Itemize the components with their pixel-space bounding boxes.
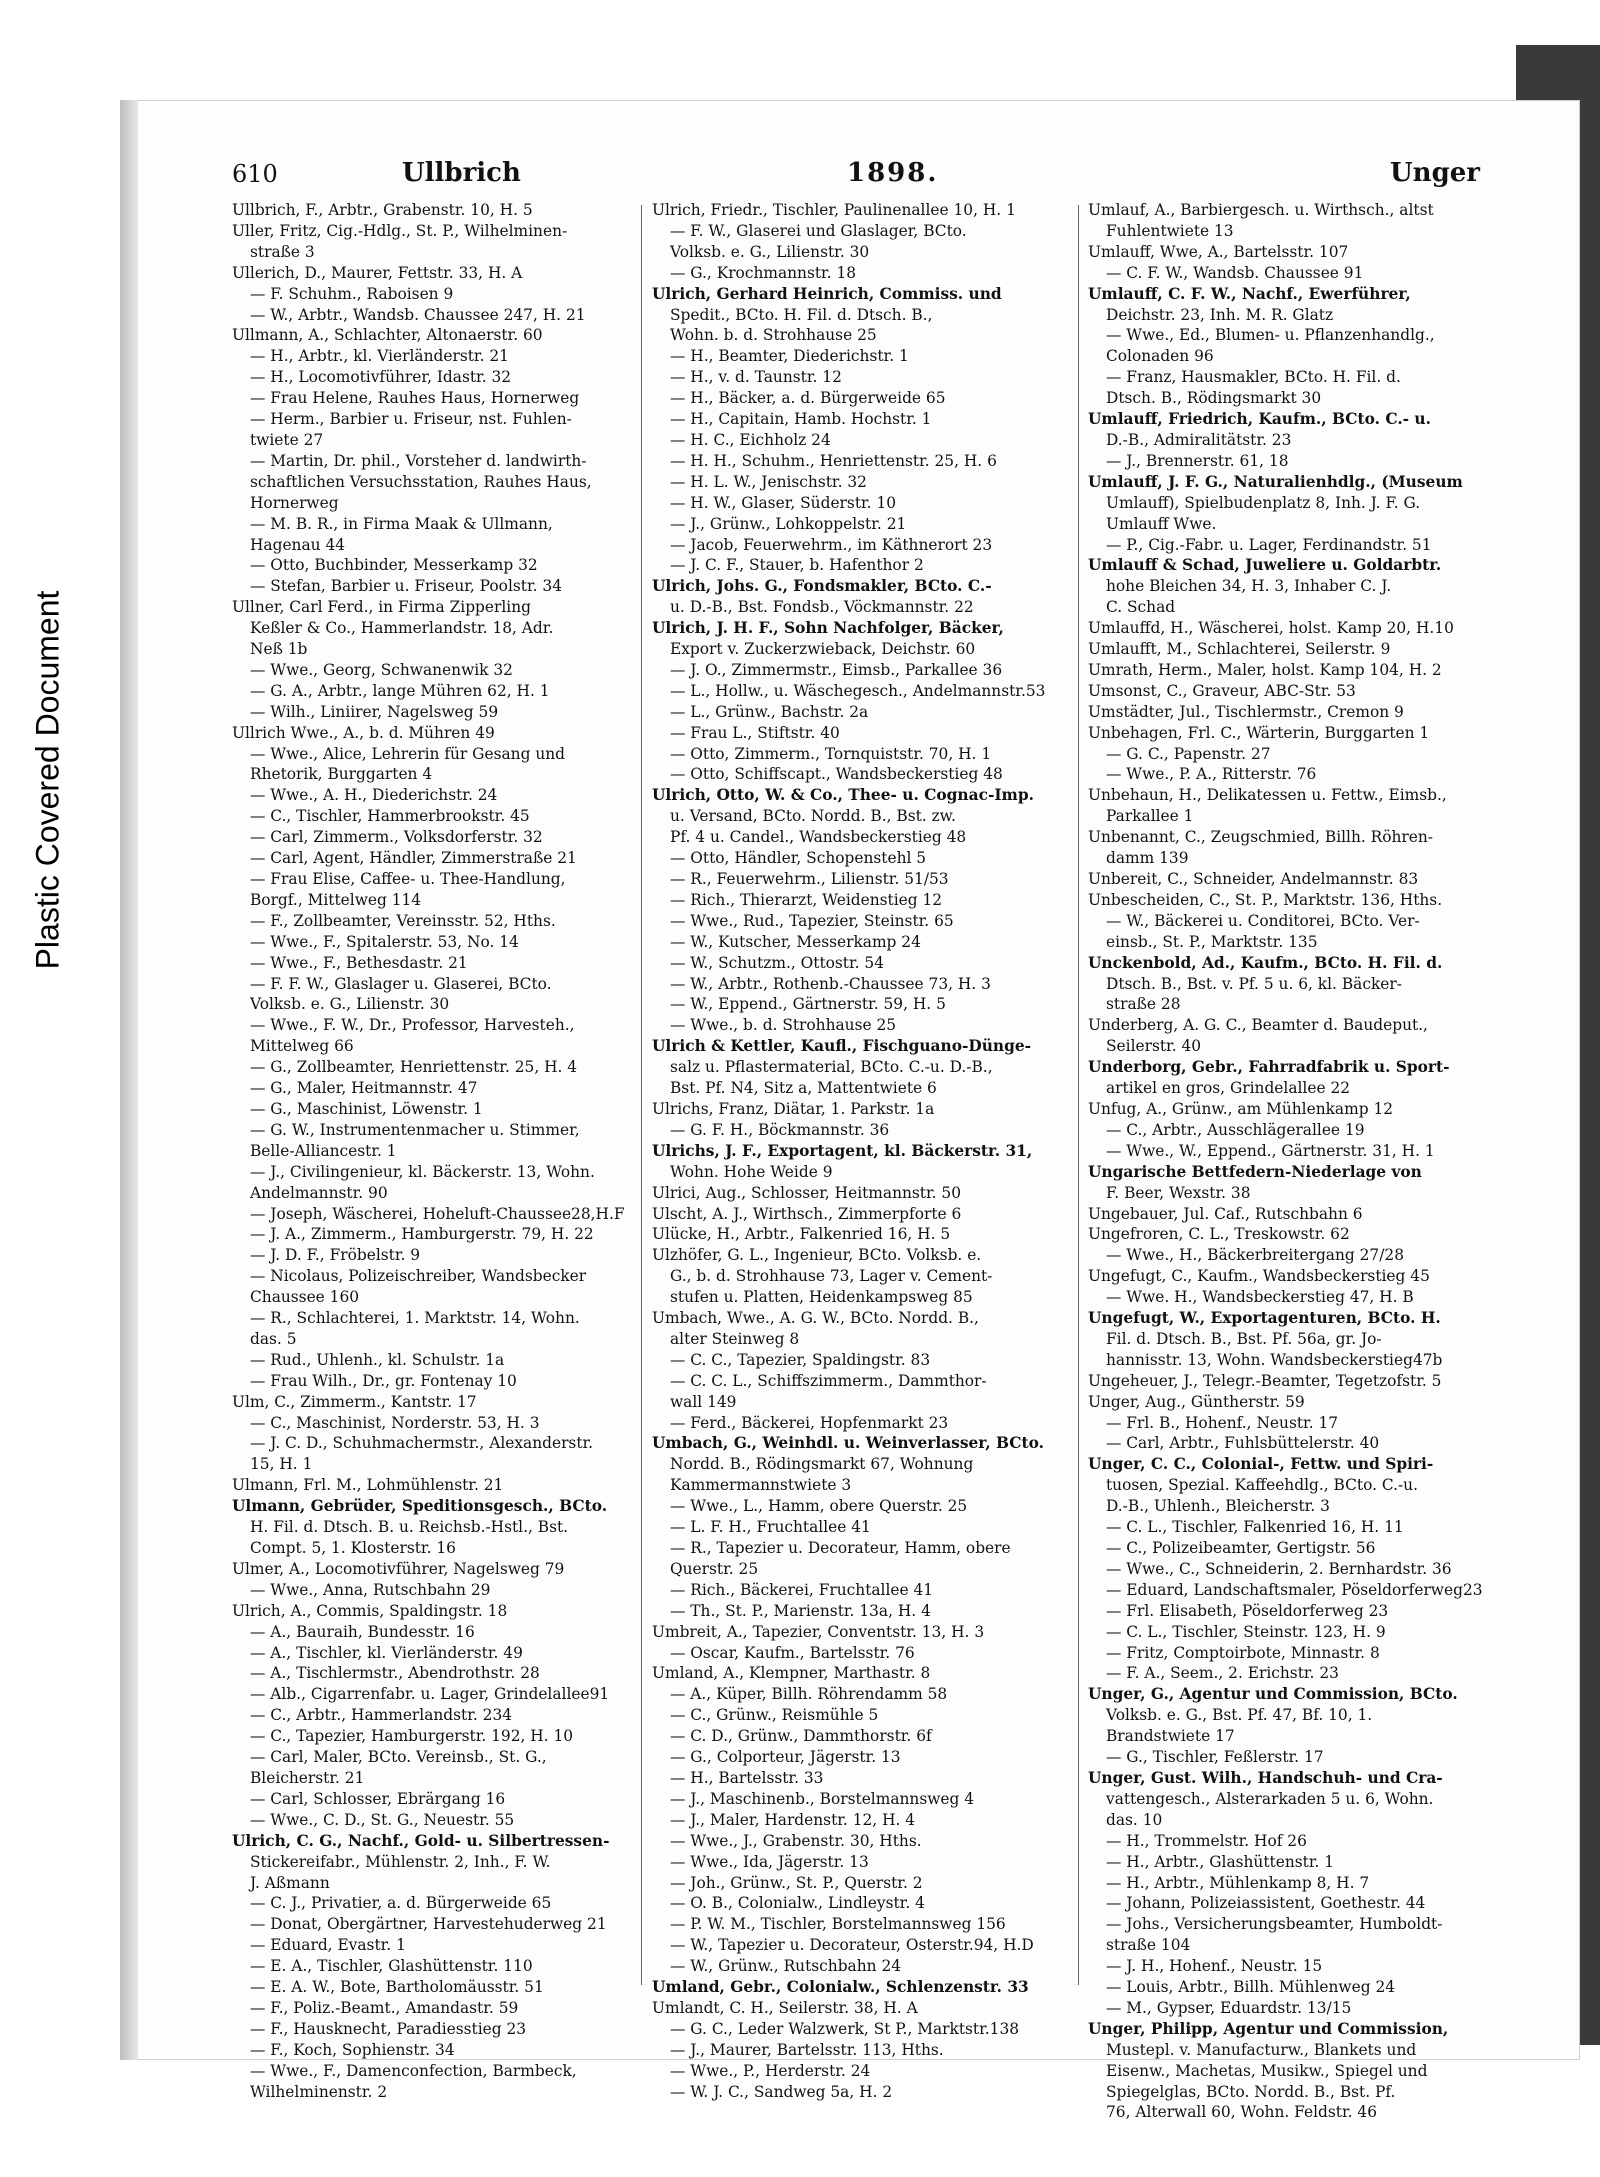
page-number: 610 [232,160,278,188]
directory-entry: Ulm, C., Zimmerm., Kantstr. 17 [232,1392,477,1411]
directory-entry: stufen u. Platten, Heidenkampsweg 85 [670,1288,973,1307]
directory-entry: Pf. 4 u. Candel., Wandsbeckerstieg 48 [670,828,967,847]
directory-entry: Umlauff, Wwe, A., Bartelsstr. 107 [1088,242,1349,261]
directory-entry: — Otto, Schiffscapt., Wandsbeckerstieg 48 [670,765,1003,784]
directory-entry: — H., Arbtr., Mühlenkamp 8, H. 7 [1106,1873,1370,1892]
directory-entry: — W., Kutscher, Messerkamp 24 [670,932,921,951]
directory-entry: — Rich., Thierarzt, Weidenstieg 12 [670,890,943,909]
directory-entry: — H., Bartelsstr. 33 [670,1768,824,1787]
directory-entry: Umlauf, A., Barbiergesch. u. Wirthsch., altst [1088,201,1434,219]
directory-entry: — G., Maschinist, Löwenstr. 1 [250,1099,483,1118]
directory-entry: Unger, G., Agentur und Commission, BCto. [1088,1685,1458,1704]
directory-entry: Ulzhöfer, G. L., Ingenieur, BCto. Volksb. e. [652,1246,982,1265]
directory-entry: Colonaden 96 [1106,347,1214,366]
directory-entry: Wohn. b. d. Strohhause 25 [670,326,877,345]
directory-entry: — H. L. W., Jenischstr. 32 [670,472,867,491]
directory-entry: — Oscar, Kaufm., Bartelsstr. 76 [670,1643,915,1662]
directory-entry: schaftlichen Versuchsstation, Rauhes Haus, [250,472,592,491]
directory-entry: Ulrich, J. H. F., Sohn Nachfolger, Bäcker, [652,619,1004,638]
directory-entry: — G., Colporteur, Jägerstr. 13 [670,1748,901,1767]
directory-entry: H. Fil. d. Dtsch. B. u. Reichsb.-Hstl., Bst. [250,1518,569,1537]
directory-entry: Umlauff, Friedrich, Kaufm., BCto. C.- u. [1088,410,1431,429]
directory-entry: — Wwe., Ed., Blumen- u. Pflanzenhandlg., [1106,326,1435,345]
directory-entry: Ulmer, A., Locomotivführer, Nagelsweg 79 [232,1559,565,1578]
directory-entry: — J. D. F., Fröbelstr. 9 [250,1246,421,1265]
directory-entry: 76, Alterwall 60, Wohn. Feldstr. 46 [1106,2103,1377,2122]
directory-entry: — J., Grünw., Lohkoppelstr. 21 [670,514,907,533]
directory-entry: — F. W., Glaserei und Glaslager, BCto. [670,221,967,240]
directory-entry: Wilhelminenstr. 2 [250,2082,388,2101]
directory-entry: wall 149 [670,1392,737,1411]
directory-entry: Umbreit, A., Tapezier, Conventstr. 13, H. 3 [652,1622,985,1641]
directory-entry: Ulrichs, Franz, Diätar, 1. Parkstr. 1a [652,1099,935,1118]
directory-entry: Ulücke, H., Arbtr., Falkenried 16, H. 5 [652,1225,951,1244]
directory-entry: — Wwe., F., Bethesdastr. 21 [250,953,468,972]
side-label [18,470,78,1090]
directory-entry: — Frau L., Stiftstr. 40 [670,723,840,742]
directory-entry: — Stefan, Barbier u. Friseur, Poolstr. 34 [250,577,562,596]
directory-entry: — J. A., Zimmerm., Hamburgerstr. 79, H. 22 [250,1225,594,1244]
directory-entry: Umrath, Herm., Maler, holst. Kamp 104, H. 2 [1088,660,1442,679]
directory-entry: Export v. Zuckerzwieback, Deichstr. 60 [670,640,976,659]
directory-entry: — G., Tischler, Feßlerstr. 17 [1106,1748,1324,1767]
directory-entry: — C., Polizeibeamter, Gertigstr. 56 [1106,1539,1376,1557]
directory-entry: Umlauff & Schad, Juweliere u. Goldarbtr. [1088,556,1442,575]
directory-entry: Ulrich & Kettler, Kaufl., Fischguano-Dünge- [652,1037,1032,1056]
page-header [232,160,1480,200]
directory-entry: Ulrich, C. G., Nachf., Gold- u. Silbertressen- [232,1831,610,1850]
directory-entry: G., b. d. Strohhause 73, Lager v. Cement- [670,1267,993,1286]
directory-entry: — Johs., Versicherungsbeamter, Humboldt- [1106,1915,1443,1934]
directory-entry: — Wwe., W., Eppend., Gärtnerstr. 31, H. 1 [1106,1141,1435,1160]
directory-entry: hannisstr. 13, Wohn. Wandsbeckerstieg47b [1106,1350,1443,1369]
directory-entry: — W., Tapezier u. Decorateur, Osterstr.94, H.D [670,1936,1034,1955]
directory-entry: — L. F. H., Fruchtallee 41 [670,1518,871,1537]
directory-entry: — H., Arbtr., Glashüttenstr. 1 [1106,1852,1335,1871]
directory-entry: Unckenbold, Ad., Kaufm., BCto. H. Fil. d. [1088,953,1443,972]
directory-entry: — Wwe., b. d. Strohhause 25 [670,1016,897,1035]
directory-entry: Bst. Pf. N4, Sitz a, Mattentwiete 6 [670,1079,937,1098]
directory-entry: das. 5 [250,1329,297,1348]
directory-entry: — R., Tapezier u. Decorateur, Hamm, obere [670,1539,1011,1557]
directory-entry: Compt. 5, 1. Klosterstr. 16 [250,1539,456,1557]
directory-entry: Belle-Alliancestr. 1 [250,1141,397,1160]
directory-entry: 15, H. 1 [250,1455,313,1474]
directory-entry: — W., Arbtr., Rothenb.-Chaussee 73, H. 3 [670,974,991,993]
directory-entry: — Wwe., Rud., Tapezier, Steinstr. 65 [670,911,954,930]
directory-entry: — F., Zollbeamter, Vereinsstr. 52, Hths. [250,911,556,930]
directory-entry: — Wwe., C., Schneiderin, 2. Bernhardstr. 36 [1106,1559,1452,1578]
directory-entry: Umlaufft, M., Schlachterei, Seilerstr. 9 [1088,640,1391,659]
directory-entry: — Wwe. H., Wandsbeckerstieg 47, H. B [1106,1288,1414,1307]
directory-entry: — Wwe., Ida, Jägerstr. 13 [670,1852,869,1871]
directory-entry: — Wwe., J., Grabenstr. 30, Hths. [670,1831,922,1850]
directory-entry: Umlauff), Spielbudenplatz 8, Inh. J. F. G. [1106,493,1421,512]
directory-entry: Unbehagen, Frl. C., Wärterin, Burggarten 1 [1088,723,1430,742]
directory-entry: — Wwe., Anna, Rutschbahn 29 [250,1580,491,1599]
directory-entry: — M. B. R., in Firma Maak & Ullmann, [250,514,553,533]
directory-entry: Keßler & Co., Hammerlandstr. 18, Adr. [250,619,554,638]
directory-entry: — Frl. B., Hohenf., Neustr. 17 [1106,1413,1339,1432]
directory-entry: Kammermannstwiete 3 [670,1476,852,1495]
directory-entry: — A., Tischler, kl. Vierländerstr. 49 [250,1643,523,1662]
directory-entry: — C., Grünw., Reismühle 5 [670,1706,879,1725]
directory-entry: Querstr. 25 [670,1559,759,1578]
directory-entry: — O. B., Colonialw., Lindleystr. 4 [670,1894,925,1913]
directory-entry: — Rud., Uhlenh., kl. Schulstr. 1a [250,1350,505,1369]
directory-entry: Umland, A., Klempner, Marthastr. 8 [652,1664,931,1683]
directory-entry: — W., Grünw., Rutschbahn 24 [670,1957,902,1976]
directory-entry: — C., Tapezier, Hamburgerstr. 192, H. 10 [250,1727,574,1746]
directory-entry: — F., Hausknecht, Paradiesstieg 23 [250,2019,527,2038]
directory-entry: Ulscht, A. J., Wirthsch., Zimmerpforte 6 [652,1204,962,1223]
directory-entry: Dtsch. B., Bst. v. Pf. 5 u. 6, kl. Bäcker- [1106,974,1402,993]
directory-entry: Nordd. B., Rödingsmarkt 67, Wohnung [670,1455,974,1474]
directory-entry: hohe Bleichen 34, H. 3, Inhaber C. J. [1106,577,1392,596]
directory-entry: Unbehaun, H., Delikatessen u. Fettw., Eimsb., [1088,786,1447,805]
directory-entry: Unger, C. C., Colonial-, Fettw. und Spiri- [1088,1455,1434,1474]
directory-entry: straße 104 [1106,1936,1191,1955]
directory-entry: Ungeheuer, J., Telegr.-Beamter, Tegetzofstr. 5 [1088,1371,1442,1390]
directory-entry: — G., Maler, Heitmannstr. 47 [250,1079,478,1098]
directory-entry: — F. A., Seem., 2. Erichstr. 23 [1106,1664,1339,1683]
directory-entry: — Eduard, Landschaftsmaler, Pöseldorferweg23 [1106,1580,1483,1599]
directory-entry: salz u. Pflastermaterial, BCto. C.-u. D.-B., [670,1058,993,1077]
directory-entry: — Otto, Händler, Schopenstehl 5 [670,849,927,868]
directory-entry: — Wwe., H., Bäckerbreitergang 27/28 [1106,1246,1404,1265]
directory-entry: — Joseph, Wäscherei, Hoheluft-Chaussee28,H.F [250,1204,625,1223]
directory-entry: artikel en gros, Grindelallee 22 [1106,1079,1351,1098]
directory-entry: — G., Zollbeamter, Henriettenstr. 25, H. 4 [250,1058,578,1077]
directory-entry: Ullner, Carl Ferd., in Firma Zipperling [232,598,531,617]
directory-entry: — J., Maschinenb., Borstelmannsweg 4 [670,1789,975,1808]
directory-entry: Spedit., BCto. H. Fil. d. Dtsch. B., [670,305,933,324]
directory-entry: J. Aßmann [250,1873,330,1892]
directory-entry: Mustерl. v. Manufacturw., Blankets und [1106,2040,1417,2059]
directory-entry: tuosen, Spezial. Kaffeehdlg., BCto. C.-u. [1106,1476,1418,1495]
directory-entry: Underberg, A. G. C., Beamter d. Baudeput., [1088,1016,1428,1035]
directory-entry: Ungebauer, Jul. Caf., Rutschbahn 6 [1088,1204,1363,1223]
directory-entry: einsb., St. P., Marktstr. 135 [1106,932,1318,951]
directory-entry: Unfug, A., Grünw., am Mühlenkamp 12 [1088,1099,1394,1118]
directory-entry: Ungefugt, C., Kaufm., Wandsbeckerstieg 45 [1088,1267,1430,1286]
column-left [232,200,632,2102]
directory-entry: — Frau Wilh., Dr., gr. Fontenay 10 [250,1371,517,1390]
directory-entry: Unger, Philipp, Agentur und Commission, [1088,2019,1449,2038]
directory-entry: — J., Maurer, Bartelsstr. 113, Hths. [670,2040,944,2059]
directory-entry: Ungefugt, W., Exportagenturen, BCto. H. [1088,1309,1441,1328]
directory-entry: — R., Schlachterei, 1. Marktstr. 14, Wohn. [250,1309,580,1328]
directory-entry: Ulrich, Otto, W. & Co., Thee- u. Cognac-Imp. [652,786,1034,805]
directory-entry: Deichstr. 23, Inh. M. R. Glatz [1106,305,1334,324]
directory-entry: — G., Krochmannstr. 18 [670,263,857,282]
directory-entry: Unger, Aug., Güntherstr. 59 [1088,1392,1305,1411]
directory-entry: — Carl, Maler, BCto. Vereinsb., St. G., [250,1748,547,1767]
directory-entry: Umland, Gebr., Colonialw., Schlenzenstr. 33 [652,1978,1029,1997]
directory-entry: — Carl, Agent, Händler, Zimmerstraße 21 [250,849,577,868]
directory-entry: Ulrich, Johs. G., Fondsmakler, BCto. C.- [652,577,992,596]
directory-entry: Ullrich Wwe., A., b. d. Mühren 49 [232,723,495,742]
directory-entry: Seilerstr. 40 [1106,1037,1202,1056]
directory-entry: — Louis, Arbtr., Billh. Mühlenweg 24 [1106,1978,1396,1997]
directory-entry: — L., Grünw., Bachstr. 2a [670,702,869,721]
directory-entry: alter Steinweg 8 [670,1329,800,1348]
directory-entry: — Wwe., F., Spitalerstr. 53, No. 14 [250,932,519,951]
directory-entry: Ullerich, D., Maurer, Fettstr. 33, H. A [232,263,523,282]
running-head-right: Unger [1390,158,1480,188]
directory-entry: — C., Arbtr., Hammerlandstr. 234 [250,1706,513,1725]
directory-entry: Andelmannstr. 90 [250,1183,388,1202]
directory-entry: — Fritz, Comptoirbote, Minnastr. 8 [1106,1643,1380,1662]
directory-entry: Unbescheiden, C., St. P., Marktstr. 136, Hths. [1088,890,1443,909]
directory-entry: — E. A., Tischler, Glashüttenstr. 110 [250,1957,533,1976]
directory-entry: — W., Bäckerei u. Conditorei, BCto. Ver- [1106,911,1420,930]
directory-entry: — A., Küper, Billh. Röhrendamm 58 [670,1685,948,1704]
directory-entry: — H., Arbtr., kl. Vierländerstr. 21 [250,347,509,366]
directory-entry: — Herm., Barbier u. Friseur, nst. Fuhlen- [250,410,572,429]
directory-entry: — L., Hollw., u. Wäschegesch., Andelmannstr.53 [670,681,1046,700]
directory-entry: — J. C. D., Schuhmachermstr., Alexanderstr. [250,1434,594,1453]
directory-entry: Hornerweg [250,493,339,512]
directory-entry: — W., Schutzm., Ottostr. 54 [670,953,885,972]
directory-entry: u. Versand, BCto. Nordd. B., Bst. zw. [670,807,956,826]
directory-entry: D.-B., Uhlenh., Bleicherstr. 3 [1106,1497,1330,1516]
directory-entry: — Wwe., L., Hamm, obere Querstr. 25 [670,1497,968,1516]
directory-entry: — W. J. C., Sandweg 5a, H. 2 [670,2082,893,2101]
directory-entry: Chaussee 160 [250,1288,360,1307]
directory-entry: — C. C. L., Schiffszimmerm., Dammthor- [670,1371,987,1390]
directory-entry: straße 28 [1106,995,1181,1014]
directory-entry: — C. J., Privatier, a. d. Bürgerweide 65 [250,1894,552,1913]
directory-entry: Wohn. Hohe Weide 9 [670,1162,833,1181]
directory-entry: — W., Arbtr., Wandsb. Chaussee 247, H. 21 [250,305,586,324]
directory-entry: — Eduard, Evastr. 1 [250,1936,406,1955]
directory-entry: — C., Arbtr., Ausschlägerallee 19 [1106,1120,1365,1139]
directory-entry: F. Beer, Wexstr. 38 [1106,1183,1251,1202]
directory-entry: Ulrichs, J. F., Exportagent, kl. Bäckerstr. 31, [652,1141,1033,1160]
directory-entry: — Otto, Zimmerm., Tornquiststr. 70, H. 1 [670,744,992,763]
directory-entry: Unbenannt, C., Zeugschmied, Billh. Röhren- [1088,828,1434,847]
directory-entry: Fuhlentwiete 13 [1106,221,1234,240]
directory-entry: — J., Civilingenieur, kl. Bäckerstr. 13, Wohn. [250,1162,595,1181]
directory-entry: Ulrici, Aug., Schlosser, Heitmannstr. 50 [652,1183,962,1202]
directory-entry: — Alb., Cigarrenfabr. u. Lager, Grindelallee91 [250,1685,610,1704]
directory-entry: Rhetorik, Burggarten 4 [250,765,433,784]
directory-entry: — C., Maschinist, Norderstr. 53, H. 3 [250,1413,540,1432]
directory-entry: — F. F. W., Glaslager u. Glaserei, BCto. [250,974,552,993]
directory-entry: — Wilh., Liniirer, Nagelsweg 59 [250,702,499,721]
directory-entry: — F., Poliz.-Beamt., Amandastr. 59 [250,1998,519,2017]
directory-entry: Fil. d. Dtsch. B., Bst. Pf. 56a, gr. Jo- [1106,1329,1382,1348]
directory-entry: — Wwe., F. W., Dr., Professor, Harvesteh., [250,1016,575,1035]
directory-entry: — P. W. M., Tischler, Borstelmannsweg 156 [670,1915,1006,1934]
directory-entry: Borgf., Mittelweg 114 [250,890,422,909]
directory-entry: — Carl, Zimmerm., Volksdorferstr. 32 [250,828,543,847]
directory-entry: Ulrich, Friedr., Tischler, Paulinenallee 10, H. 1 [652,201,1016,219]
directory-entry: — F. Schuhm., Raboisen 9 [250,284,454,303]
directory-entry: Umlauff, C. F. W., Nachf., Ewerführer, [1088,284,1411,303]
directory-entry: — Frl. Elisabeth, Pöseldorferweg 23 [1106,1601,1389,1620]
directory-entry: Volksb. e. G., Bst. Pf. 47, Bf. 10, 1. [1106,1706,1373,1725]
directory-entry: Umbach, G., Weinhdl. u. Weinverlasser, BCto. [652,1434,1045,1453]
directory-entry: — Ferd., Bäckerei, Hopfenmarkt 23 [670,1413,949,1432]
directory-entry: — H., Bäcker, a. d. Bürgerweide 65 [670,389,946,408]
directory-entry: — J. C. F., Stauer, b. Hafenthor 2 [670,556,924,575]
directory-entry: — Rich., Bäckerei, Fruchtallee 41 [670,1580,934,1599]
directory-entry: — H. C., Eichholz 24 [670,430,831,449]
directory-entry: Umsonst, C., Graveur, ABC-Str. 53 [1088,681,1356,700]
directory-entry: Eisenw., Machetas, Musikw., Spiegel und [1106,2061,1428,2080]
directory-entry: — J. O., Zimmermstr., Eimsb., Parkallee 36 [670,660,1003,679]
directory-entry: — C. L., Tischler, Steinstr. 123, H. 9 [1106,1622,1386,1641]
directory-entry: — P., Cig.-Fabr. u. Lager, Ferdinandstr. 51 [1106,535,1432,554]
directory-entry: C. Schad [1106,598,1176,617]
directory-entry: Umlauff, J. F. G., Naturalienhdlg., (Museum [1088,472,1463,491]
directory-entry: — H. W., Glaser, Süderstr. 10 [670,493,897,512]
directory-entry: — J., Brennerstr. 61, 18 [1106,451,1289,470]
directory-entry: — Th., St. P., Marienstr. 13a, H. 4 [670,1601,931,1620]
directory-entry: — Wwe., A. H., Diederichstr. 24 [250,786,498,805]
directory-entry: Ullmann, A., Schlachter, Altonaerstr. 60 [232,326,543,345]
directory-entry: — Wwe., Alice, Lehrerin für Gesang und [250,744,565,763]
directory-entry: — Jacob, Feuerwehrm., im Käthnerort 23 [670,535,993,554]
directory-entry: — Carl, Schlosser, Ebrärgang 16 [250,1789,506,1808]
directory-entry: — R., Feuerwehrm., Lilienstr. 51/53 [670,870,949,888]
directory-entry: damm 139 [1106,849,1189,868]
directory-entry: — C. L., Tischler, Falkenried 16, H. 11 [1106,1518,1404,1537]
directory-entry: — Donat, Obergärtner, Harvestehuderweg 21 [250,1915,607,1934]
directory-entry: — C. C., Tapezier, Spaldingstr. 83 [670,1350,931,1369]
directory-entry: Bleicherstr. 21 [250,1768,365,1787]
directory-entry: straße 3 [250,242,315,261]
directory-entry: vattengesch., Alsterarkaden 5 u. 6, Wohn. [1106,1789,1434,1808]
column-rule [1078,205,1079,1985]
directory-entry: Unbereit, C., Schneider, Andelmannstr. 83 [1088,870,1419,888]
directory-entry: — Wwe., Georg, Schwanenwik 32 [250,660,513,679]
column-middle [652,200,1072,2102]
directory-entry: — Carl, Arbtr., Fuhlsbüttelerstr. 40 [1106,1434,1380,1453]
directory-entry: Uller, Fritz, Cig.-Hdlg., St. P., Wilhelminen- [232,221,568,240]
column-rule [641,205,642,1985]
directory-entry: — Wwe., C. D., St. G., Neuestr. 55 [250,1810,515,1829]
directory-entry: — G. F. H., Böckmannstr. 36 [670,1120,890,1139]
directory-entry: — C. F. W., Wandsb. Chaussee 91 [1106,263,1364,282]
directory-entry: Ungefroren, C. L., Treskowstr. 62 [1088,1225,1350,1244]
directory-entry: Umlauffd, H., Wäscherei, holst. Kamp 20, H.10 [1088,619,1454,638]
directory-entry: — H. H., Schuhm., Henriettenstr. 25, H. 6 [670,451,997,470]
directory-entry: — E. A. W., Bote, Bartholomäusstr. 51 [250,1978,544,1997]
directory-entry: — Johann, Polizeiassistent, Goethestr. 44 [1106,1894,1426,1913]
directory-entry: — J., Maler, Hardenstr. 12, H. 4 [670,1810,916,1829]
directory-entry: — Wwe., F., Damenconfection, Barmbeck, [250,2061,577,2080]
directory-entry: — H., Trommelstr. Hof 26 [1106,1831,1307,1850]
directory-entry: das. 10 [1106,1810,1163,1829]
page-edge [120,100,138,2060]
directory-entry: — H., v. d. Taunstr. 12 [670,368,842,387]
directory-entry: — A., Bauraih, Bundesstr. 16 [250,1622,475,1641]
running-head-left: Ullbrich [402,158,521,188]
directory-entry: — W., Eppend., Gärtnerstr. 59, H. 5 [670,995,946,1014]
directory-entry: — F., Koch, Sophienstr. 34 [250,2040,455,2059]
directory-entry: — Frau Helene, Rauhes Haus, Hornerweg [250,389,580,408]
directory-entry: — Nicolaus, Polizeischreiber, Wandsbecker [250,1267,587,1286]
directory-entry: — G. W., Instrumentenmacher u. Stimmer, [250,1120,580,1139]
page-year: 1898. [847,158,939,188]
directory-entry: D.-B., Admiralitätstr. 23 [1106,430,1292,449]
directory-entry: — Wwe., P. A., Ritterstr. 76 [1106,765,1317,784]
directory-entry: Ulrich, Gerhard Heinrich, Commiss. und [652,284,1002,303]
directory-entry: — Martin, Dr. phil., Vorsteher d. landwirth- [250,451,587,470]
directory-entry: Umlandt, C. H., Seilerstr. 38, H. A [652,1998,918,2017]
directory-entry: Neß 1b [250,640,308,659]
directory-entry: Ulrich, A., Commis, Spaldingstr. 18 [232,1601,508,1620]
directory-entry: — H., Beamter, Diederichstr. 1 [670,347,909,366]
directory-entry: Stickereifabr., Mühlenstr. 2, Inh., F. W. [250,1852,551,1871]
directory-entry: — Otto, Buchbinder, Messerkamp 32 [250,556,538,575]
directory-entry: — Wwe., P., Herderstr. 24 [670,2061,871,2080]
directory-entry: Unger, Gust. Wilh., Handschuh- und Cra- [1088,1768,1443,1787]
directory-entry: Spiegelglas, BCto. Nordd. B., Bst. Pf. [1106,2082,1396,2101]
directory-entry: Ullbrich, F., Arbtr., Grabenstr. 10, H. 5 [232,201,533,219]
directory-entry: Umbach, Wwe., A. G. W., BCto. Nordd. B., [652,1309,979,1328]
directory-entry: Ulmann, Gebrüder, Speditionsgesch., BCto. [232,1497,608,1516]
directory-entry: Parkallee 1 [1106,807,1194,826]
directory-entry: Mittelweg 66 [250,1037,354,1056]
directory-entry: — H., Locomotivführer, Idastr. 32 [250,368,512,387]
column-right [1088,200,1500,2123]
directory-entry: Volksb. e. G., Lilienstr. 30 [250,995,450,1014]
directory-entry: — A., Tischlermstr., Abendrothstr. 28 [250,1664,540,1683]
directory-entry: — Franz, Hausmakler, BCto. H. Fil. d. [1106,368,1401,387]
directory-entry: Brandstwiete 17 [1106,1727,1235,1746]
directory-entry: Underborg, Gebr., Fahrradfabrik u. Sport- [1088,1058,1450,1077]
directory-entry: Hagenau 44 [250,535,346,554]
directory-entry: — H., Capitain, Hamb. Hochstr. 1 [670,410,932,429]
directory-entry: — C., Tischler, Hammerbrookstr. 45 [250,807,530,826]
directory-entry: twiete 27 [250,430,324,449]
directory-entry: Umstädter, Jul., Tischlermstr., Cremon 9 [1088,702,1404,721]
directory-entry: — J. H., Hohenf., Neustr. 15 [1106,1957,1323,1976]
directory-entry: Dtsch. B., Rödingsmarkt 30 [1106,389,1322,408]
directory-entry: — Frau Elise, Caffee- u. Thee-Handlung, [250,870,566,888]
directory-entry: — G. C., Leder Walzwerk, St P., Marktstr.138 [670,2019,1020,2038]
directory-entry: Umlauff Wwe. [1106,514,1217,533]
directory-entry: — G. C., Papenstr. 27 [1106,744,1271,763]
directory-entry: u. D.-B., Bst. Fondsb., Vöckmannstr. 22 [670,598,974,617]
directory-entry: — Joh., Grünw., St. P., Querstr. 2 [670,1873,923,1892]
directory-entry: Ulmann, Frl. M., Lohmühlenstr. 21 [232,1476,504,1495]
directory-entry: — G. A., Arbtr., lange Mühren 62, H. 1 [250,681,550,700]
directory-entry: — M., Gypser, Eduardstr. 13/15 [1106,1998,1352,2017]
side-label-text: Plastic Covered Document [29,590,66,970]
directory-entry: Ungarische Bettfedern-Niederlage von [1088,1162,1422,1181]
directory-entry: Volksb. e. G., Lilienstr. 30 [670,242,870,261]
directory-entry: — C. D., Grünw., Dammthorstr. 6f [670,1727,932,1746]
